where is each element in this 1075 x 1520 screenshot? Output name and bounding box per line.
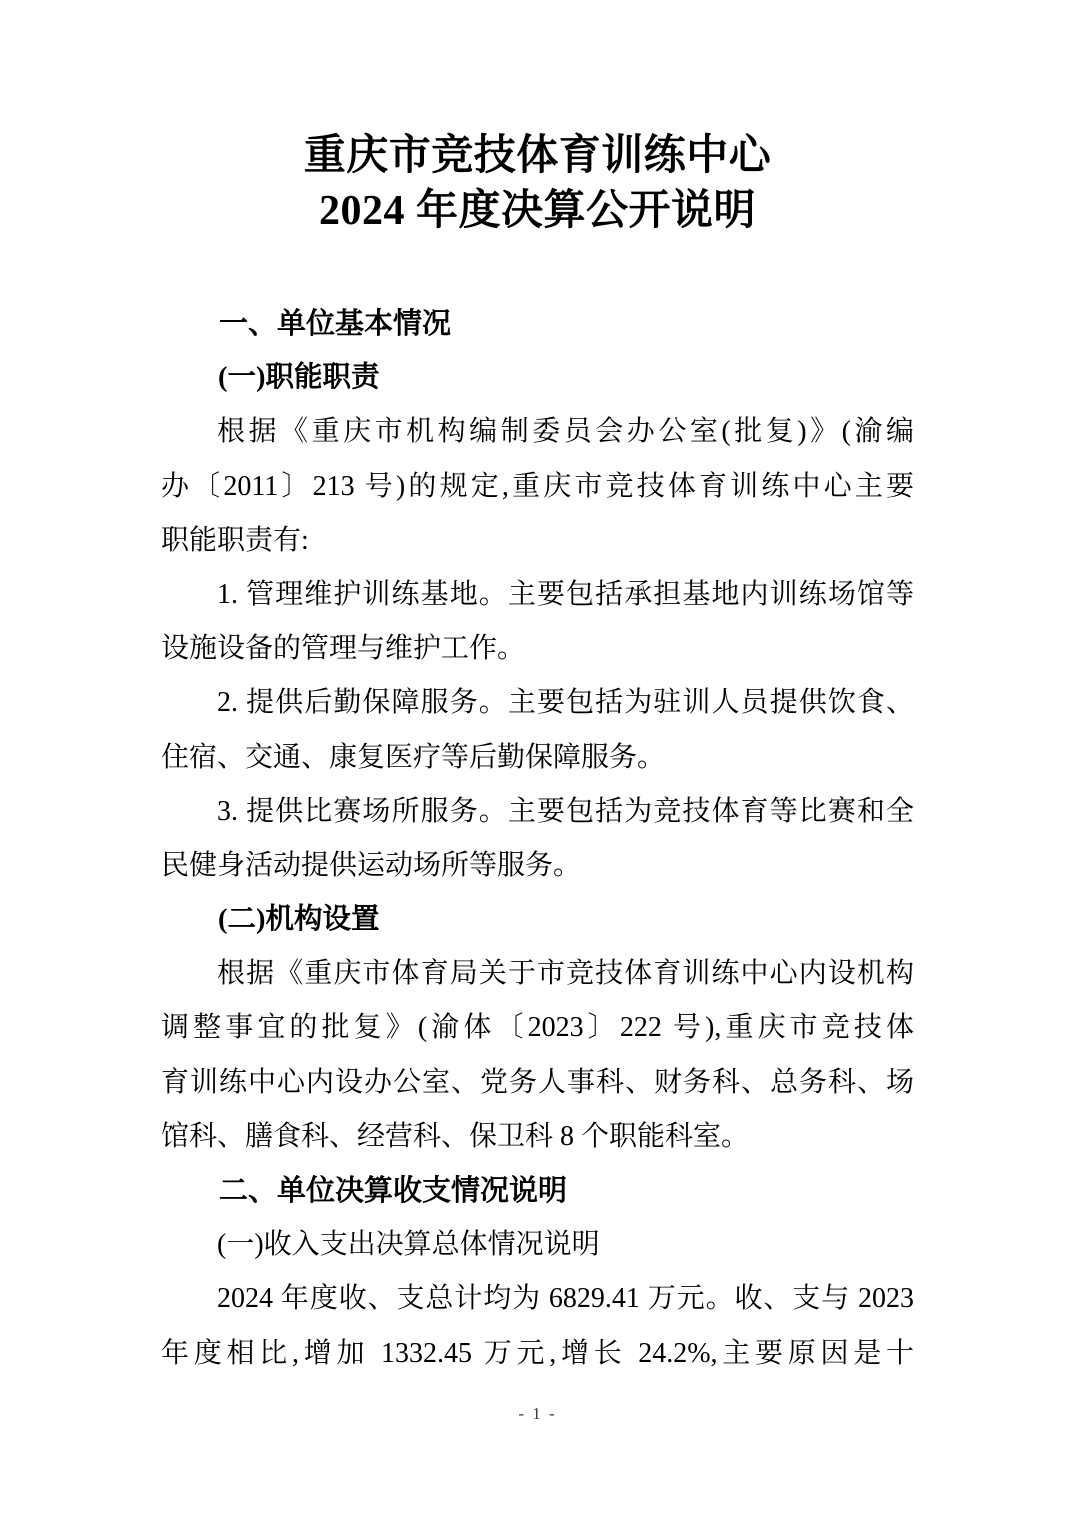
org-setup-line-2: 调整事宜的批复》(渝体〔2023〕222 号),重庆市竞技体 (161, 1012, 914, 1044)
document-title-line1: 重庆市竞技体育训练中心 (303, 133, 772, 179)
subsection-heading-duties: (一)职能职责 (218, 362, 380, 394)
duty-item-2-line-1: 2. 提供后勤保障服务。主要包括为驻训人员提供饮食、 (217, 687, 914, 719)
org-setup-line-3: 育训练中心内设办公室、党务人事科、财务科、总务科、场 (161, 1066, 914, 1098)
duty-item-1-line-2: 设施设备的管理与维护工作。 (161, 633, 526, 665)
section-heading-budget-overview: 二、单位决算收支情况说明 (219, 1175, 568, 1207)
duty-item-3-line-2: 民健身活动提供运动场所等服务。 (161, 849, 582, 881)
page-number: - 1 - (518, 1404, 557, 1423)
duty-item-2-line-2: 住宿、交通、康复医疗等后勤保障服务。 (161, 741, 666, 773)
org-setup-line-4: 馆科、膳食科、经营科、保卫科 8 个职能科室。 (161, 1120, 750, 1152)
subsection-heading-org-setup: (二)机构设置 (218, 904, 380, 936)
section-heading-basic-info: 一、单位基本情况 (219, 308, 452, 340)
subsection-heading-income-expense: (一)收入支出决算总体情况说明 (217, 1229, 600, 1261)
budget-total-line-1: 2024 年度收、支总计均为 6829.41 万元。收、支与 2023 (217, 1283, 914, 1315)
duties-basis-line-3: 职能职责有: (161, 524, 309, 556)
duties-basis-line-1: 根据《重庆市机构编制委员会办公室(批复)》(渝编 (217, 416, 914, 448)
org-setup-line-1: 根据《重庆市体育局关于市竞技体育训练中心内设机构 (217, 958, 914, 990)
duties-basis-line-2: 办〔2011〕213 号)的规定,重庆市竞技体育训练中心主要 (161, 470, 914, 502)
document-title (0, 129, 1075, 239)
duty-item-1-line-1: 1. 管理维护训练基地。主要包括承担基地内训练场馆等 (217, 578, 914, 610)
document-body (161, 297, 914, 1381)
budget-total-line-2: 年度相比,增加 1332.45 万元,增长 24.2%,主要原因是十 (161, 1337, 914, 1369)
document-title-line2: 2024 年度决算公开说明 (318, 188, 756, 234)
duty-item-3-line-1: 3. 提供比赛场所服务。主要包括为竞技体育等比赛和全 (217, 795, 914, 827)
